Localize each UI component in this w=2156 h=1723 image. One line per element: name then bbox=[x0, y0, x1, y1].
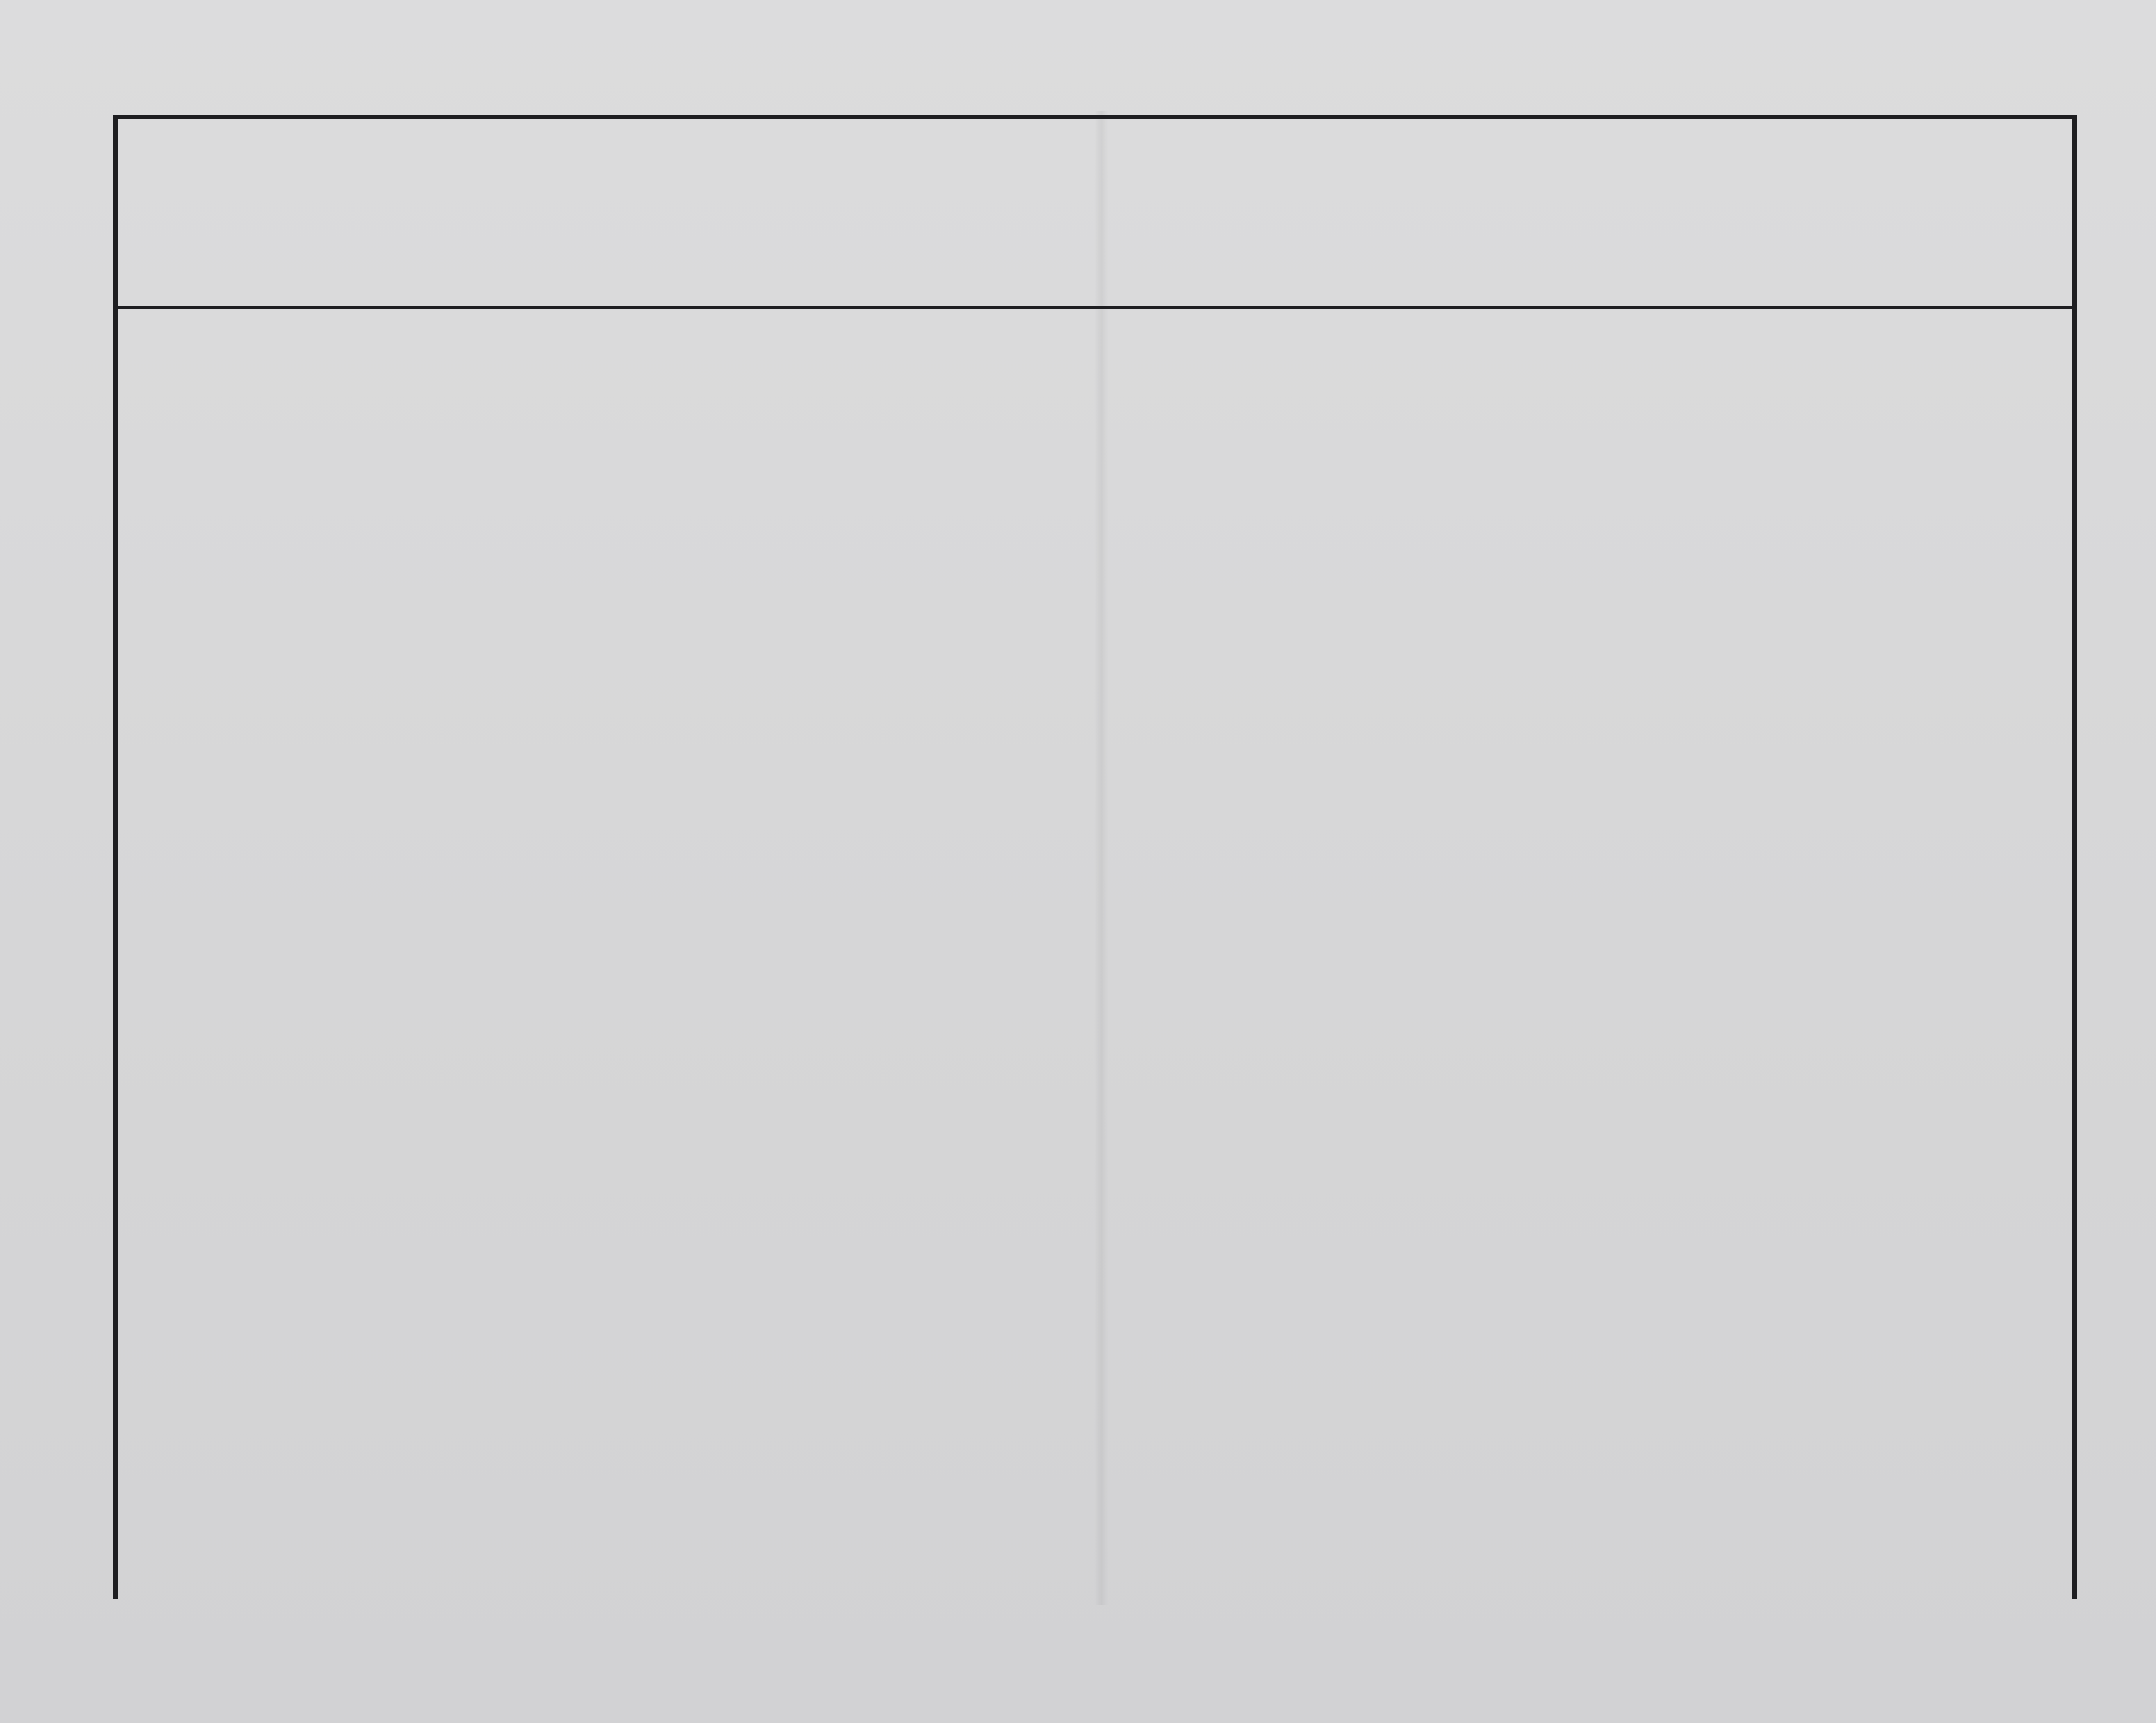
left-border bbox=[113, 115, 118, 1599]
header-occupation bbox=[1616, 139, 2072, 171]
header-name bbox=[122, 149, 420, 304]
header-age bbox=[598, 149, 647, 304]
header-registered bbox=[929, 149, 1072, 304]
header-birthplace bbox=[800, 149, 926, 304]
header-education bbox=[1506, 205, 1613, 304]
header-relation bbox=[474, 149, 593, 304]
header-marital bbox=[650, 149, 691, 304]
header-absence bbox=[1221, 149, 1326, 304]
header-main-occupation bbox=[1619, 205, 1837, 304]
header-literacy bbox=[1458, 139, 1616, 171]
header-secondary-occupation bbox=[1841, 206, 2071, 263]
header-estate bbox=[695, 149, 796, 304]
header-can-read bbox=[1459, 205, 1502, 304]
header-military-status bbox=[1841, 267, 2071, 304]
top-rule bbox=[115, 115, 2074, 119]
header-residence bbox=[1114, 149, 1218, 304]
header-religion bbox=[1328, 149, 1392, 304]
header-sex bbox=[425, 149, 470, 304]
header-bottom-rule bbox=[115, 306, 2074, 309]
header-language bbox=[1394, 149, 1456, 304]
right-border bbox=[2072, 115, 2077, 1599]
